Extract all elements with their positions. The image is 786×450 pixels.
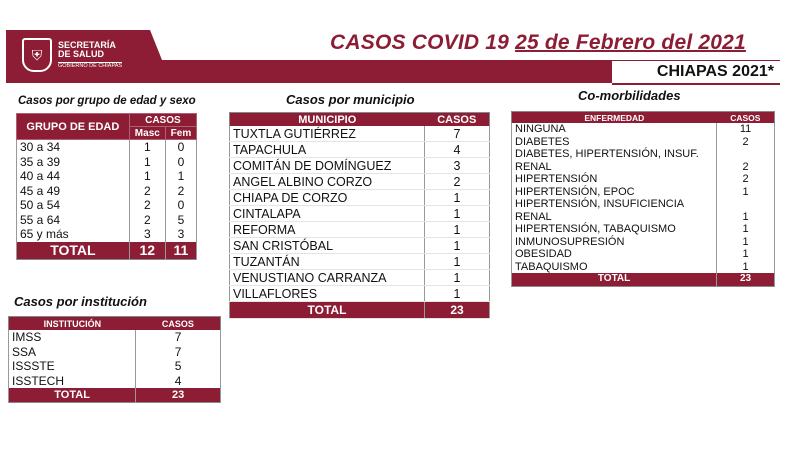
col-masc: Masc xyxy=(129,127,165,140)
table-row: DIABETES 2 xyxy=(512,136,775,149)
municipality-table xyxy=(229,112,490,319)
table-row: CINTALAPA 1 xyxy=(230,206,490,222)
table-row: IMSS 7 xyxy=(9,330,221,345)
table-row: TABAQUISMO 1 xyxy=(512,261,775,274)
col-disease: ENFERMEDAD xyxy=(512,112,717,124)
institution-title: Casos por institución xyxy=(14,294,147,309)
table-row: 45 a 49 2 2 xyxy=(17,184,197,199)
table-row: INMUNOSUPRESIÓN 1 xyxy=(512,236,775,249)
table-row: HIPERTENSIÓN, TABAQUISMO 1 xyxy=(512,223,775,236)
table-row: SSA 7 xyxy=(9,345,221,360)
table-row: DIABETES, HIPERTENSIÓN, INSUF. RENAL 2 xyxy=(512,148,775,173)
table-row: COMITÁN DE DOMÍNGUEZ 3 xyxy=(230,158,490,174)
table-row: HIPERTENSIÓN 2 xyxy=(512,173,775,186)
logo-line-3: GOBIERNO DE CHIAPAS xyxy=(58,62,123,69)
state-label-box xyxy=(612,61,780,85)
table-row: 55 a 64 2 5 xyxy=(17,213,197,228)
table-row: ANGEL ALBINO CORZO 2 xyxy=(230,174,490,190)
table-row: 40 a 44 1 1 xyxy=(17,169,197,184)
table-row: TAPACHULA 4 xyxy=(230,142,490,158)
total-row: TOTAL 23 xyxy=(9,388,221,403)
table-row: VENUSTIANO CARRANZA 1 xyxy=(230,270,490,286)
table-row: REFORMA 1 xyxy=(230,222,490,238)
page-title xyxy=(330,31,746,55)
table-row: 65 y más 3 3 xyxy=(17,227,197,242)
col-cases: CASOS xyxy=(129,114,196,127)
report-date: 25 de Febrero del 2021 xyxy=(515,31,746,54)
table-row: ISSSTE 5 xyxy=(9,359,221,374)
col-municipality: MUNICIPIO xyxy=(230,113,425,127)
table-row: OBESIDAD 1 xyxy=(512,248,775,261)
col-institution: INSTITUCIÓN xyxy=(9,317,136,331)
municipality-title: Casos por municipio xyxy=(286,92,415,107)
col-cases: CASOS xyxy=(717,112,775,124)
table-row: CHIAPA DE CORZO 1 xyxy=(230,190,490,206)
table-row: 35 a 39 1 0 xyxy=(17,155,197,170)
table-row: 50 a 54 2 0 xyxy=(17,198,197,213)
state-seal-icon: ⛨ xyxy=(22,38,52,72)
col-cases: CASOS xyxy=(425,113,490,127)
age-sex-title: Casos por grupo de edad y sexo xyxy=(18,95,196,107)
logo-line-1: SECRETARÍA xyxy=(58,39,116,50)
comorbidities-table xyxy=(511,111,775,287)
col-cases: CASOS xyxy=(136,317,221,331)
total-row: TOTAL 12 11 xyxy=(17,242,197,260)
table-row: TUZANTÁN 1 xyxy=(230,254,490,270)
col-fem: Fem xyxy=(165,127,196,140)
comorbidities-title: Co-morbilidades xyxy=(578,88,681,103)
secretaria-salud-logo xyxy=(22,38,122,72)
logo-line-2: DE SALUD xyxy=(58,49,105,60)
table-row: NINGUNA 11 xyxy=(512,123,775,136)
table-row: 30 a 34 1 0 xyxy=(17,140,197,155)
table-row: HIPERTENSIÓN, EPOC 1 xyxy=(512,186,775,199)
table-row: TUXTLA GUTIÉRREZ 7 xyxy=(230,126,490,142)
total-row: TOTAL 23 xyxy=(512,273,775,286)
total-row: TOTAL 23 xyxy=(230,302,490,319)
table-row: HIPERTENSIÓN, INSUFICIENCIA RENAL 1 xyxy=(512,198,775,223)
institution-table xyxy=(8,316,221,403)
age-sex-table xyxy=(16,113,197,260)
table-row: VILLAFLORES 1 xyxy=(230,286,490,302)
col-age-group: GRUPO DE EDAD xyxy=(17,114,130,140)
table-row: SAN CRISTÓBAL 1 xyxy=(230,238,490,254)
table-row: ISSTECH 4 xyxy=(9,374,221,389)
state-label: CHIAPAS 2021* xyxy=(656,63,774,80)
title-text: CASOS COVID 19 xyxy=(330,31,510,54)
